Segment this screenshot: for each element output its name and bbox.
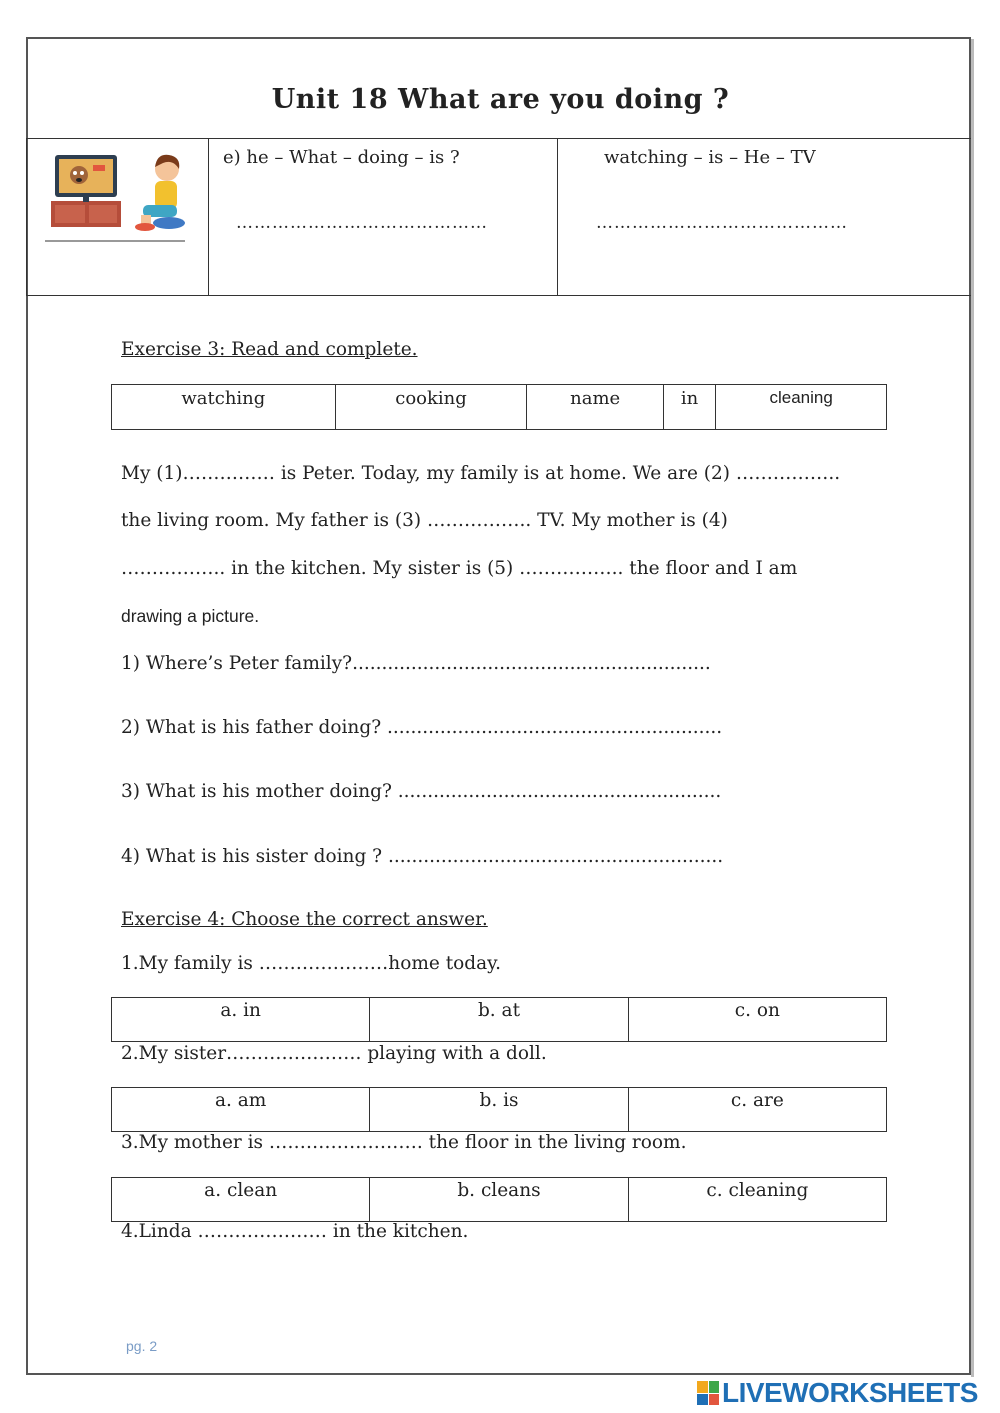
boy-watching-tv-illustration xyxy=(45,149,195,249)
mc-options-1 xyxy=(111,997,887,1042)
option-a[interactable]: a. clean xyxy=(112,1178,370,1222)
option-b[interactable]: b. is xyxy=(370,1088,628,1132)
question-2[interactable]: 2) What is his father doing? ......................................................... xyxy=(121,717,723,738)
image-cell xyxy=(27,139,209,296)
page-shadow xyxy=(971,39,974,1377)
question-e-answer[interactable]: …………………………………… xyxy=(236,213,488,233)
exercise3-heading: Exercise 3: Read and complete. xyxy=(121,339,418,360)
option-a[interactable]: a. in xyxy=(112,998,370,1042)
question-1[interactable]: 1) Where’s Peter family?............................................................. xyxy=(121,653,711,674)
word-bank-item: cleaning xyxy=(716,385,887,430)
question-f-answer[interactable]: …………………………………… xyxy=(596,213,848,233)
option-c[interactable]: c. are xyxy=(628,1088,886,1132)
word-bank-item: name xyxy=(527,385,663,430)
mc-question-1: 1.My family is …………………home today. xyxy=(121,953,502,974)
question-e-prompt: e) he – What – doing – is ? xyxy=(223,147,460,168)
liveworksheets-brand[interactable] xyxy=(697,1378,978,1408)
option-c[interactable]: c. cleaning xyxy=(628,1178,886,1222)
option-b[interactable]: b. cleans xyxy=(370,1178,628,1222)
mc-options-2 xyxy=(111,1087,887,1132)
option-c[interactable]: c. on xyxy=(628,998,886,1042)
exercise4-heading: Exercise 4: Choose the correct answer. xyxy=(121,909,488,930)
question-3[interactable]: 3) What is his mother doing? ....................................................... xyxy=(121,781,722,802)
question-f-prompt: watching – is – He – TV xyxy=(604,147,816,168)
option-b[interactable]: b. at xyxy=(370,998,628,1042)
liveworksheets-logo-icon xyxy=(697,1381,719,1405)
word-bank-item: in xyxy=(663,385,715,430)
word-bank-item: watching xyxy=(112,385,336,430)
page-number: pg. 2 xyxy=(126,1338,158,1354)
question-e-cell xyxy=(209,139,558,296)
word-bank xyxy=(111,384,887,430)
mc-question-4: 4.Linda ………………… in the kitchen. xyxy=(121,1221,469,1242)
question-4[interactable]: 4) What is his sister doing ? ......................................................... xyxy=(121,846,724,867)
option-a[interactable]: a. am xyxy=(112,1088,370,1132)
question-f-cell xyxy=(558,139,973,296)
word-bank-item: cooking xyxy=(335,385,527,430)
paragraph-line-4: drawing a picture. xyxy=(121,606,260,626)
paragraph-line-1: My (1)…………… is Peter. Today, my family is at home. We are (2) …………….. xyxy=(121,463,841,484)
brand-text: LIVEWORKSHEETS xyxy=(722,1377,978,1408)
mc-question-3: 3.My mother is ……………………. the floor in the living room. xyxy=(121,1132,687,1153)
paragraph-line-2: the living room. My father is (3) …………….. TV. My mother is (4) xyxy=(121,510,728,531)
mc-options-3 xyxy=(111,1177,887,1222)
top-table xyxy=(26,138,973,296)
paragraph-line-3: …………….. in the kitchen. My sister is (5) …………….. the floor and I am xyxy=(121,558,798,579)
page-title: Unit 18 What are you doing ? xyxy=(271,84,730,115)
worksheet-page xyxy=(26,37,971,1375)
mc-question-2: 2.My sister…………………. playing with a doll. xyxy=(121,1043,547,1064)
